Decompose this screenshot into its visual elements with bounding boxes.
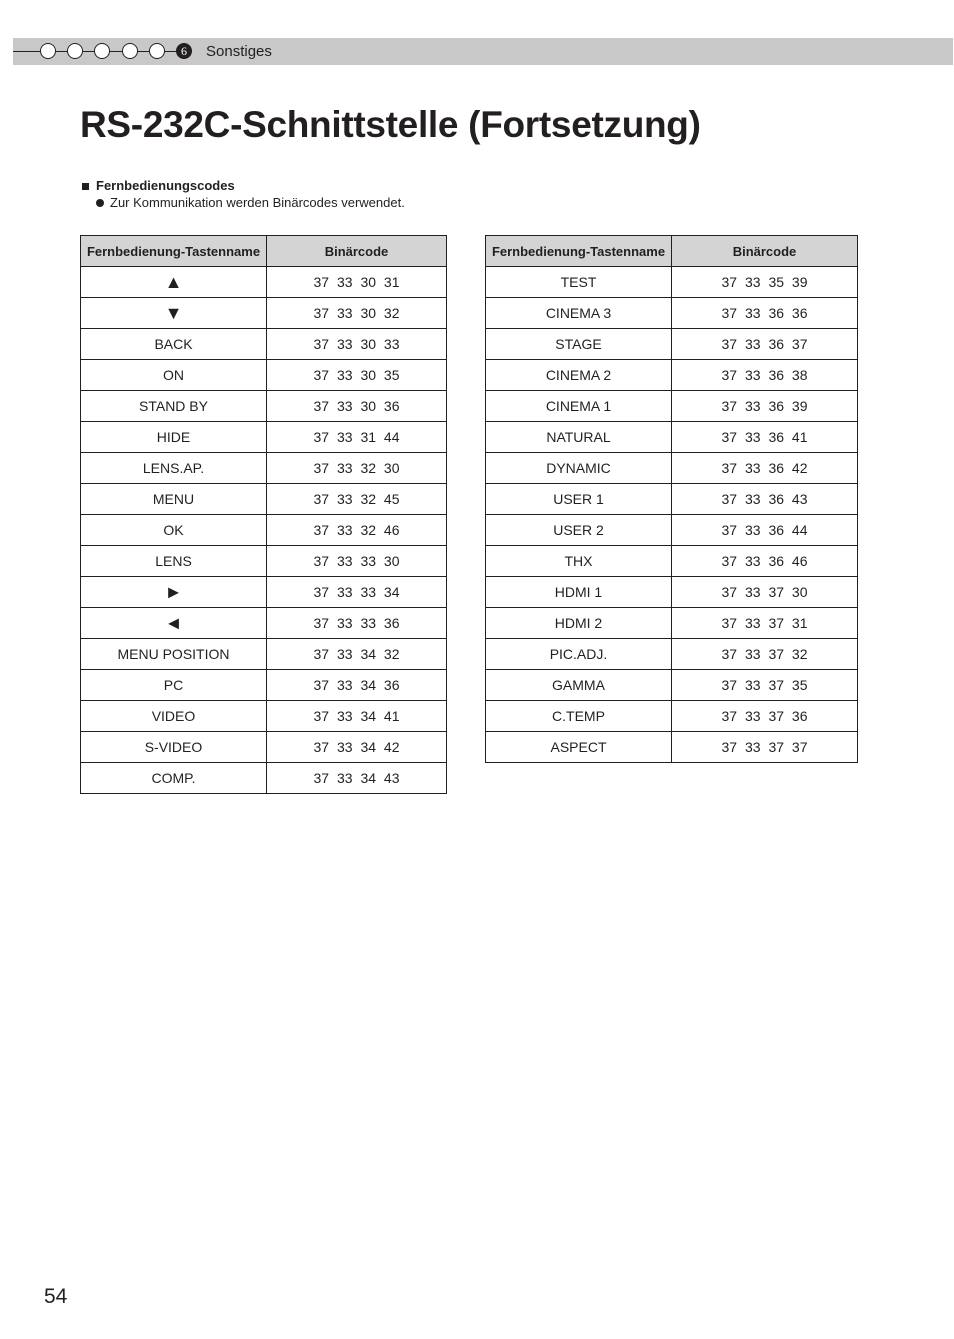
key-name-cell: HDMI 1 — [486, 577, 672, 608]
key-name-cell: PC — [81, 670, 267, 701]
remote-codes-table-right — [485, 235, 858, 763]
binary-code-cell: 37 33 36 39 — [672, 391, 858, 422]
table-row — [81, 329, 447, 360]
table-row — [486, 422, 858, 453]
binary-code-cell: 37 33 31 44 — [267, 422, 447, 453]
binary-code-cell: 37 33 30 35 — [267, 360, 447, 391]
binary-code-cell: 37 33 37 35 — [672, 670, 858, 701]
key-name-cell: BACK — [81, 329, 267, 360]
binary-code-cell: 37 33 33 34 — [267, 577, 447, 608]
table-header-row — [81, 236, 447, 267]
chapter-step-circle — [67, 43, 83, 59]
page-title: RS-232C-Schnittstelle (Fortsetzung) — [80, 104, 701, 145]
key-name-cell: C.TEMP — [486, 701, 672, 732]
binary-code-cell: 37 33 36 38 — [672, 360, 858, 391]
column-header-key-name: Fernbedienung-Tastenname — [486, 236, 672, 267]
key-name-cell: NATURAL — [486, 422, 672, 453]
key-name-cell: STAGE — [486, 329, 672, 360]
table-row — [81, 546, 447, 577]
table-row — [486, 515, 858, 546]
square-bullet-icon — [82, 183, 89, 190]
table-row — [81, 298, 447, 329]
subheading-text: Fernbedienungscodes — [96, 178, 235, 193]
table-row — [81, 360, 447, 391]
binary-code-cell: 37 33 36 42 — [672, 453, 858, 484]
key-name-cell: CINEMA 1 — [486, 391, 672, 422]
binary-code-cell: 37 33 34 32 — [267, 639, 447, 670]
table-row — [81, 515, 447, 546]
key-name-cell: USER 2 — [486, 515, 672, 546]
table-row — [486, 639, 858, 670]
binary-code-cell: 37 33 36 37 — [672, 329, 858, 360]
triangle-up-icon: ▲ — [81, 267, 267, 298]
binary-code-cell: 37 33 36 46 — [672, 546, 858, 577]
key-name-cell: USER 1 — [486, 484, 672, 515]
table-row — [486, 701, 858, 732]
round-bullet-icon — [96, 199, 104, 207]
chapter-step-circle — [94, 43, 110, 59]
table-row — [81, 267, 447, 298]
binary-code-cell: 37 33 34 43 — [267, 763, 447, 794]
key-name-cell: HDMI 2 — [486, 608, 672, 639]
binary-code-cell: 37 33 30 33 — [267, 329, 447, 360]
table-row — [81, 608, 447, 639]
key-name-cell: STAND BY — [81, 391, 267, 422]
binary-code-cell: 37 33 30 31 — [267, 267, 447, 298]
key-name-cell: ON — [81, 360, 267, 391]
key-name-cell: TEST — [486, 267, 672, 298]
binary-code-cell: 37 33 34 41 — [267, 701, 447, 732]
binary-code-cell: 37 33 37 31 — [672, 608, 858, 639]
remote-codes-table-left — [80, 235, 447, 794]
key-name-cell: COMP. — [81, 763, 267, 794]
key-name-cell: S-VIDEO — [81, 732, 267, 763]
column-header-key-name: Fernbedienung-Tastenname — [81, 236, 267, 267]
key-name-cell: HIDE — [81, 422, 267, 453]
table-row — [486, 484, 858, 515]
binary-code-cell: 37 33 35 39 — [672, 267, 858, 298]
chapter-step-circle — [40, 43, 56, 59]
key-name-cell: DYNAMIC — [486, 453, 672, 484]
table-row — [81, 484, 447, 515]
binary-code-cell: 37 33 33 36 — [267, 608, 447, 639]
binary-code-cell: 37 33 30 36 — [267, 391, 447, 422]
table-row — [81, 391, 447, 422]
binary-code-cell: 37 33 34 36 — [267, 670, 447, 701]
binary-code-cell: 37 33 32 45 — [267, 484, 447, 515]
binary-code-cell: 37 33 32 30 — [267, 453, 447, 484]
chapter-number-badge: 6 — [176, 43, 192, 59]
key-name-cell: CINEMA 2 — [486, 360, 672, 391]
binary-code-cell: 37 33 34 42 — [267, 732, 447, 763]
table-row — [81, 453, 447, 484]
binary-code-cell: 37 33 36 36 — [672, 298, 858, 329]
key-name-cell: CINEMA 3 — [486, 298, 672, 329]
table-row — [486, 577, 858, 608]
key-name-cell: GAMMA — [486, 670, 672, 701]
triangle-down-icon: ▼ — [81, 298, 267, 329]
table-row — [81, 577, 447, 608]
bullet-text: Zur Kommunikation werden Binärcodes verwendet. — [110, 195, 405, 210]
binary-code-cell: 37 33 37 36 — [672, 701, 858, 732]
subheading — [82, 178, 235, 193]
binary-code-cell: 37 33 36 41 — [672, 422, 858, 453]
binary-code-cell: 37 33 33 30 — [267, 546, 447, 577]
key-name-cell: LENS.AP. — [81, 453, 267, 484]
table-row — [81, 763, 447, 794]
table-row — [81, 701, 447, 732]
table-row — [486, 453, 858, 484]
chapter-step-circle — [149, 43, 165, 59]
key-name-cell: VIDEO — [81, 701, 267, 732]
key-name-cell: MENU — [81, 484, 267, 515]
table-header-row — [486, 236, 858, 267]
triangle-right-icon: ► — [81, 577, 267, 608]
binary-code-cell: 37 33 32 46 — [267, 515, 447, 546]
table-row — [81, 422, 447, 453]
table-row — [486, 360, 858, 391]
key-name-cell: ASPECT — [486, 732, 672, 763]
table-row — [81, 639, 447, 670]
column-header-binary-code: Binärcode — [267, 236, 447, 267]
key-name-cell: PIC.ADJ. — [486, 639, 672, 670]
page-number: 54 — [44, 1285, 68, 1308]
binary-code-cell: 37 33 37 32 — [672, 639, 858, 670]
table-row — [486, 391, 858, 422]
binary-code-cell: 37 33 30 32 — [267, 298, 447, 329]
table-row — [81, 670, 447, 701]
column-header-binary-code: Binärcode — [672, 236, 858, 267]
table-row — [486, 546, 858, 577]
table-row — [81, 732, 447, 763]
binary-code-cell: 37 33 36 44 — [672, 515, 858, 546]
table-row — [486, 608, 858, 639]
table-row — [486, 329, 858, 360]
binary-code-cell: 37 33 36 43 — [672, 484, 858, 515]
table-row — [486, 267, 858, 298]
triangle-left-icon: ◄ — [81, 608, 267, 639]
key-name-cell: OK — [81, 515, 267, 546]
binary-code-cell: 37 33 37 37 — [672, 732, 858, 763]
table-row — [486, 732, 858, 763]
chapter-step-circle — [122, 43, 138, 59]
bullet-note — [96, 195, 405, 210]
table-row — [486, 670, 858, 701]
section-name: Sonstiges — [206, 43, 272, 60]
table-row — [486, 298, 858, 329]
binary-code-cell: 37 33 37 30 — [672, 577, 858, 608]
key-name-cell: THX — [486, 546, 672, 577]
key-name-cell: LENS — [81, 546, 267, 577]
key-name-cell: MENU POSITION — [81, 639, 267, 670]
